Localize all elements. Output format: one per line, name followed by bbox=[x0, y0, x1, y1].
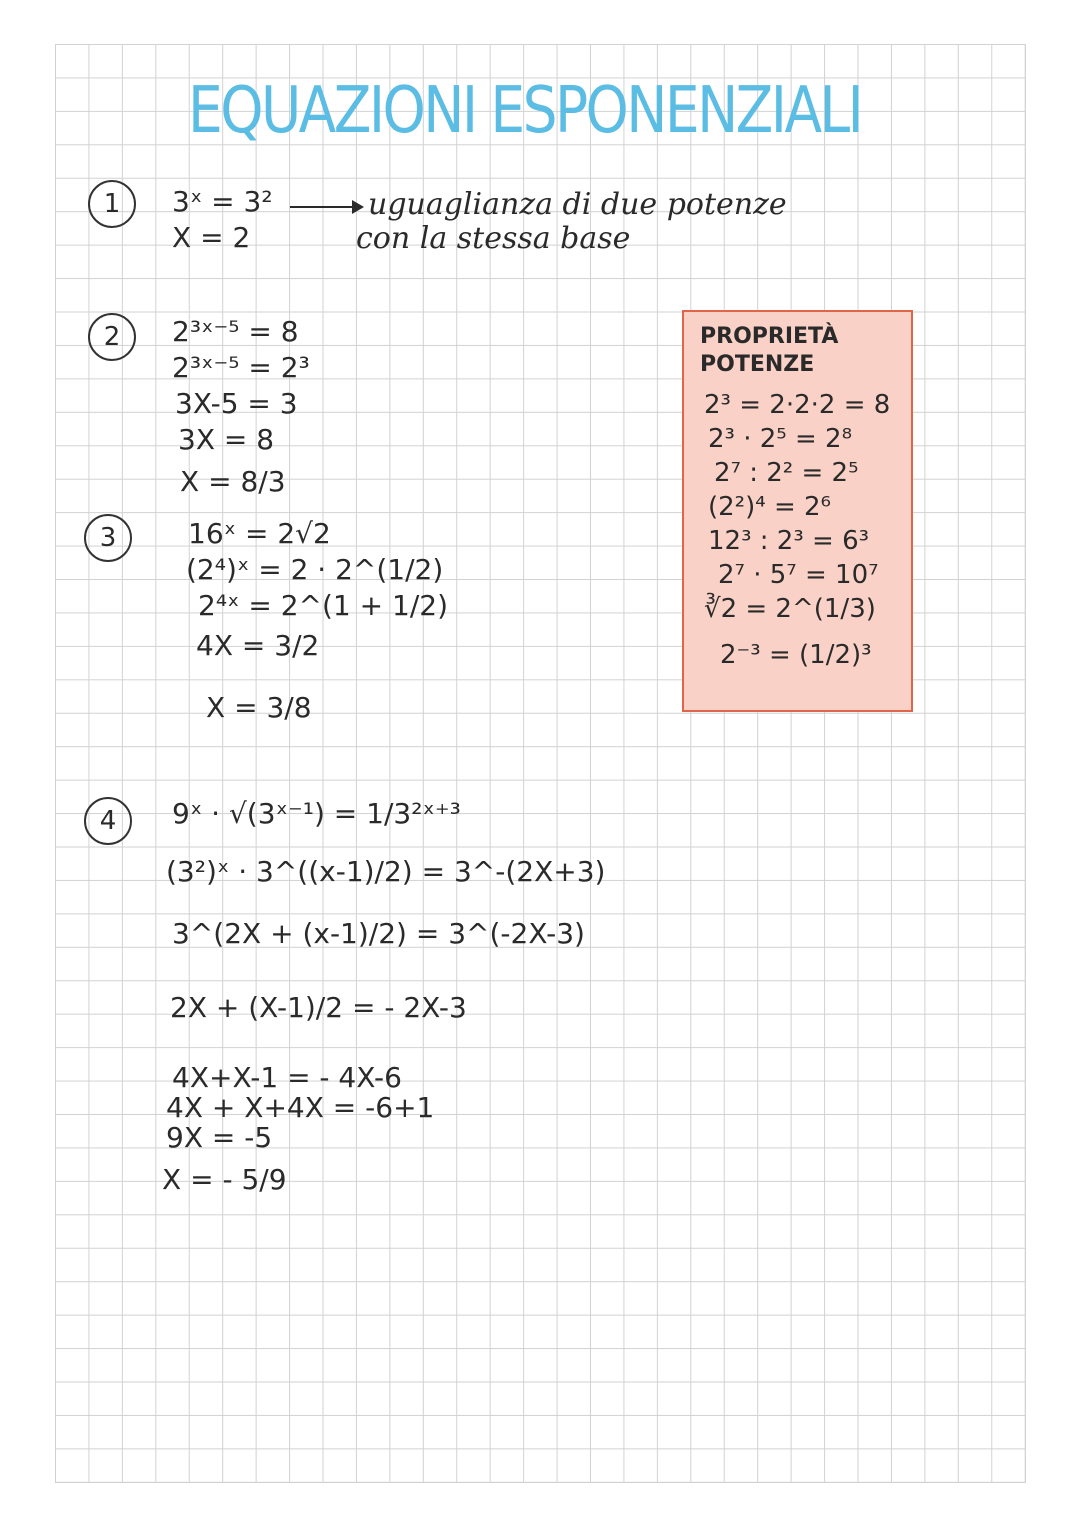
property-rule-1: 2³ = 2·2·2 = 8 bbox=[704, 390, 891, 420]
exercise-2-line-4: 3X = 8 bbox=[178, 423, 275, 456]
arrow-line bbox=[290, 206, 356, 208]
exercise-4-line-1: 9ˣ · √(3ˣ⁻¹) = 1/3²ˣ⁺³ bbox=[172, 797, 461, 830]
exercise-3-number: 3 bbox=[84, 514, 132, 562]
property-rule-7: ∛2 = 2^(1/3) bbox=[704, 594, 876, 624]
exercise-3-line-3: 2⁴ˣ = 2^(1 + 1/2) bbox=[198, 589, 448, 622]
page-title: EQUAZIONI ESPONENZIALI bbox=[188, 74, 862, 148]
properties-box bbox=[682, 310, 913, 712]
exercise-1-line-1-text: 3ˣ = 3² bbox=[172, 185, 273, 218]
exercise-4-line-3: 3^(2X + (x-1)/2) = 3^(-2X-3) bbox=[172, 917, 585, 950]
exercise-4-line-4: 2X + (X-1)/2 = - 2X-3 bbox=[170, 991, 467, 1024]
exercise-2-number: 2 bbox=[88, 313, 136, 361]
exercise-1-number: 1 bbox=[88, 180, 136, 228]
exercise-2-line-3: 3X-5 = 3 bbox=[175, 387, 298, 420]
property-rule-8: 2⁻³ = (1/2)³ bbox=[720, 640, 872, 670]
property-rule-2: 2³ · 2⁵ = 2⁸ bbox=[708, 424, 853, 454]
exercise-2-line-2: 2³ˣ⁻⁵ = 2³ bbox=[172, 351, 310, 384]
exercise-1-line-2: X = 2 bbox=[172, 221, 251, 254]
exercise-1-note-2: con la stessa base bbox=[356, 221, 631, 256]
exercise-2-line-1: 2³ˣ⁻⁵ = 8 bbox=[172, 315, 299, 348]
property-rule-4: (2²)⁴ = 2⁶ bbox=[708, 492, 831, 522]
exercise-2-line-5: X = 8/3 bbox=[180, 465, 286, 498]
exercise-1-note-1: uguaglianza di due potenze bbox=[368, 187, 787, 222]
exercise-4-line-2: (3²)ˣ · 3^((x-1)/2) = 3^-(2X+3) bbox=[166, 855, 606, 888]
exercise-3-line-1: 16ˣ = 2√2 bbox=[188, 517, 331, 550]
property-rule-6: 2⁷ · 5⁷ = 10⁷ bbox=[718, 560, 879, 590]
exercise-4-line-8: X = - 5/9 bbox=[162, 1163, 287, 1196]
exercise-1-line-1 bbox=[172, 185, 273, 218]
exercise-3-line-2: (2⁴)ˣ = 2 · 2^(1/2) bbox=[186, 553, 444, 586]
exercise-4-number: 4 bbox=[84, 797, 132, 845]
exercise-3-line-4: 4X = 3/2 bbox=[196, 629, 320, 662]
exercise-4-line-5: 4X+X-1 = - 4X-6 bbox=[172, 1061, 402, 1094]
property-rule-5: 12³ : 2³ = 6³ bbox=[708, 526, 870, 556]
exercise-4-line-6: 4X + X+4X = -6+1 bbox=[166, 1091, 435, 1124]
exercise-4-line-7: 9X = -5 bbox=[166, 1121, 273, 1154]
grid-paper bbox=[55, 44, 1026, 1483]
property-rule-3: 2⁷ : 2² = 2⁵ bbox=[714, 458, 859, 488]
exercise-3-line-5: X = 3/8 bbox=[206, 691, 312, 724]
properties-box-title-2: POTENZE bbox=[700, 352, 815, 377]
arrow-icon bbox=[352, 200, 364, 214]
properties-box-title-1: PROPRIETÀ bbox=[700, 324, 839, 349]
